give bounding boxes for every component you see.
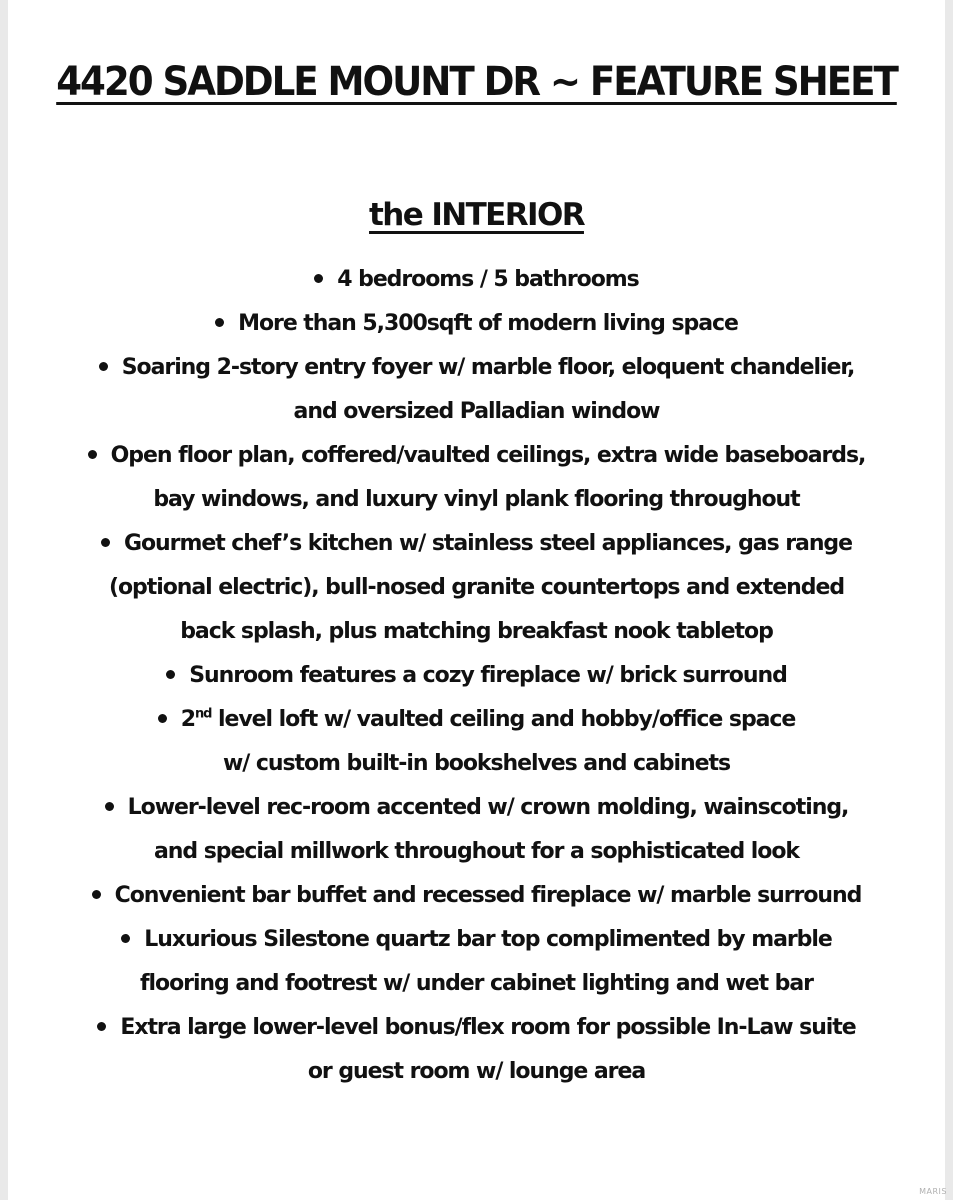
feature-item [0,874,953,918]
bullet-icon [99,362,108,371]
section-heading-text: the INTERIOR [369,197,584,233]
feature-item [0,434,953,522]
bullet-icon [158,714,167,723]
feature-line: and special millwork throughout for a sophisticated look [154,839,799,864]
feature-line: 4 bedrooms / 5 bathrooms [337,267,639,292]
feature-line: w/ custom built-in bookshelves and cabinets [222,751,730,776]
bullet-icon [105,802,114,811]
feature-line: (optional electric), bull-nosed granite countertops and extended [108,575,845,600]
feature-line: More than 5,300sqft of modern living space [238,311,738,336]
section-heading [0,190,953,240]
feature-line: Sunroom features a cozy fireplace w/ brick surround [189,663,787,688]
watermark: MARIS [919,1187,947,1196]
feature-item [0,302,953,346]
feature-item [0,698,953,786]
feature-line: Gourmet chef’s kitchen w/ stainless steel appliances, gas range [123,531,853,556]
bullet-icon [88,450,97,459]
feature-line: and oversized Palladian window [293,399,660,424]
bullet-icon [92,890,101,899]
feature-line: Convenient bar buffet and recessed fireplace w/ marble surround [114,883,862,908]
feature-line: level loft w/ vaulted ceiling and hobby/office space [211,707,796,732]
feature-item [0,654,953,698]
feature-line: Luxurious Silestone quartz bar top complimented by marble [144,927,832,952]
feature-item [0,786,953,874]
loft-ordinal-suffix: nd [194,706,212,722]
loft-number: 2 [180,707,195,732]
page-title-text: 4420 SADDLE MOUNT DR ~ FEATURE SHEET [56,59,897,105]
feature-line: or guest room w/ lounge area [307,1059,646,1084]
bullet-icon [121,934,130,943]
feature-line: back splash, plus matching breakfast nook tabletop [180,619,773,644]
feature-item [0,258,953,302]
feature-item [0,1006,953,1094]
feature-item [0,918,953,1006]
feature-line: Extra large lower-level bonus/flex room for possible In-Law suite [120,1015,856,1040]
bullet-icon [215,318,224,327]
feature-list [0,258,953,1094]
bullet-icon [314,274,323,283]
page-title [33,52,919,112]
feature-line: Lower-level rec-room accented w/ crown molding, wainscoting, [127,795,849,820]
feature-line: Open floor plan, coffered/vaulted ceilings, extra wide baseboards, [110,443,866,468]
bullet-icon [97,1022,106,1031]
feature-item [0,346,953,434]
feature-sheet-page [8,0,945,1200]
bullet-icon [166,670,175,679]
feature-line: flooring and footrest w/ under cabinet lighting and wet bar [140,971,813,996]
feature-item [0,522,953,654]
feature-line: Soaring 2-story entry foyer w/ marble floor, eloquent chandelier, [121,355,855,380]
bullet-icon [101,538,110,547]
feature-line: bay windows, and luxury vinyl plank flooring throughout [153,487,800,512]
